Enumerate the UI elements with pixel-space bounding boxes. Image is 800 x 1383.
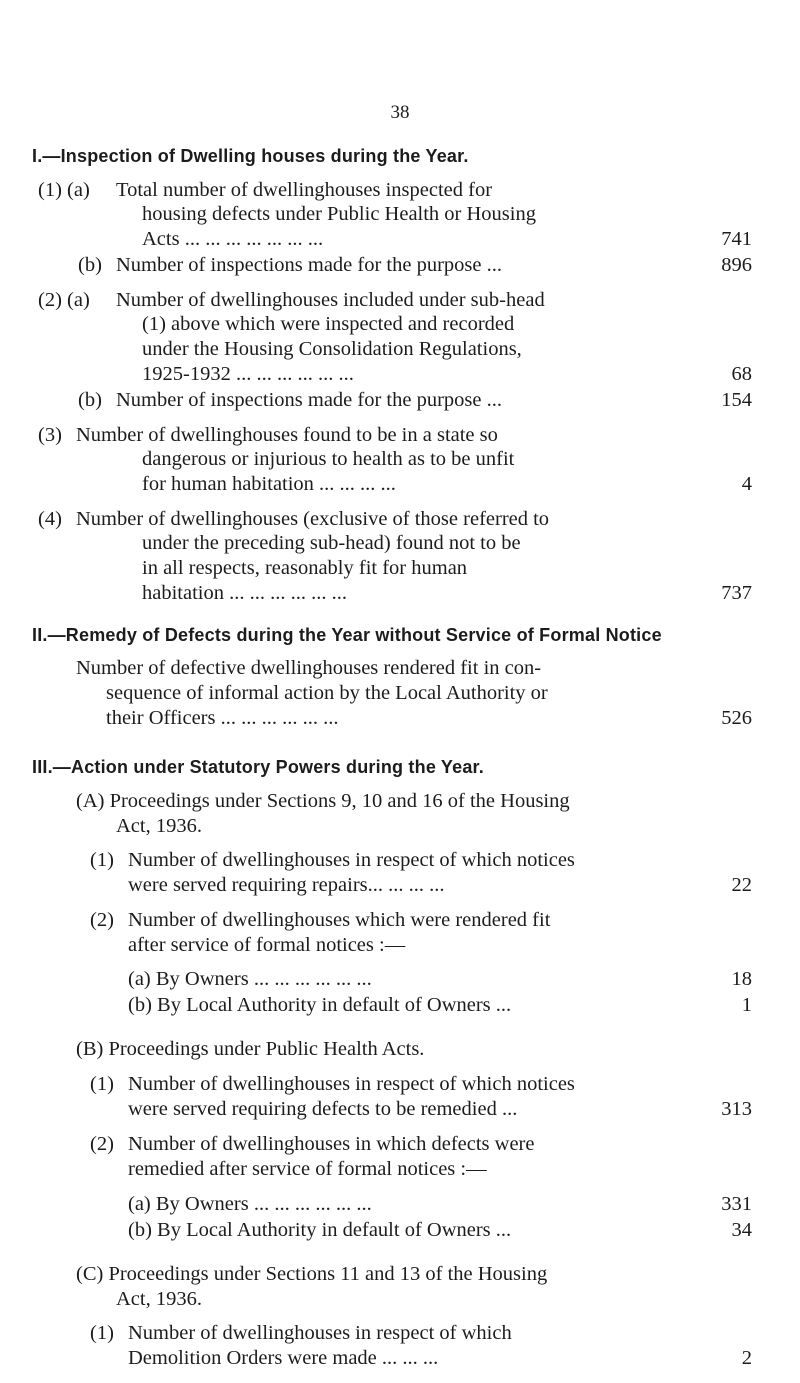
item-b2-label: (2) [90, 1133, 114, 1155]
item-a1-line2: were served requiring repairs... ... ... ... [128, 874, 445, 896]
item-3-line1: Number of dwellinghouses found to be in a state so [76, 424, 498, 446]
item-c1-label: (1) [90, 1322, 114, 1344]
item-1a-value: 741 [721, 228, 752, 250]
item-a2b-value: 1 [741, 994, 752, 1016]
item-4-line3: in all respects, reasonably fit for human [142, 557, 468, 579]
item-b2a-text: (a) By Owners ... ... ... ... ... ... [128, 1193, 372, 1215]
item-1b-label: (b) [78, 254, 102, 276]
section-2-line1: Number of defective dwellinghouses rendered fit in con- [76, 657, 542, 679]
item-1b-value: 896 [721, 254, 752, 276]
item-a2-line1: Number of dwellinghouses which were rendered fit [128, 909, 551, 931]
item-3-line3: for human habitation ... ... ... ... [142, 473, 396, 495]
item-a1-label: (1) [90, 849, 114, 871]
item-c1-value: 2 [741, 1347, 752, 1369]
item-2b-label: (b) [78, 389, 102, 411]
section-2-line2: sequence of informal action by the Local Authority or [106, 682, 548, 704]
item-a1-line1: Number of dwellinghouses in respect of which notices [128, 849, 575, 871]
item-4-line4: habitation ... ... ... ... ... ... [142, 582, 347, 604]
item-1a-line2: housing defects under Public Health or Housing [142, 203, 536, 225]
item-1a-line1: Total number of dwellinghouses inspected for [116, 179, 493, 201]
item-4-value: 737 [721, 582, 752, 604]
item-b2b-text: (b) By Local Authority in default of Owners ... [128, 1219, 512, 1241]
item-a2a-text: (a) By Owners ... ... ... ... ... ... [128, 968, 372, 990]
item-a1-value: 22 [731, 874, 752, 896]
item-3-line2: dangerous or injurious to health as to be unfit [142, 448, 515, 470]
item-1a-line3: Acts ... ... ... ... ... ... ... [142, 228, 324, 250]
part-c-title-line2: Act, 1936. [116, 1288, 202, 1310]
part-a-title-line2: Act, 1936. [116, 815, 202, 837]
item-2b-value: 154 [721, 389, 752, 411]
item-2a-line3: under the Housing Consolidation Regulations, [142, 338, 522, 360]
item-2a-line2: (1) above which were inspected and recorded [142, 313, 515, 335]
item-b2-line2: remedied after service of formal notices :— [128, 1158, 487, 1180]
section-2-value: 526 [721, 707, 752, 729]
item-b1-line1: Number of dwellinghouses in respect of which notices [128, 1073, 575, 1095]
item-4-line1: Number of dwellinghouses (exclusive of those referred to [76, 508, 550, 530]
item-c1-line1: Number of dwellinghouses in respect of which [128, 1322, 512, 1344]
item-4-label: (4) [38, 508, 62, 530]
part-b-title: (B) Proceedings under Public Health Acts. [76, 1038, 425, 1060]
item-c1-line2: Demolition Orders were made ... ... ... [128, 1347, 439, 1369]
item-a2-label: (2) [90, 909, 114, 931]
item-b1-value: 313 [721, 1098, 752, 1120]
item-2a-line1: Number of dwellinghouses included under sub-head [116, 289, 545, 311]
item-4-line2: under the preceding sub-head) found not to be [142, 532, 521, 554]
item-b2-line1: Number of dwellinghouses in which defects were [128, 1133, 535, 1155]
section-2-heading: II.—Remedy of Defects during the Year without Service of Formal Notice [32, 625, 662, 645]
page-number: 38 [390, 102, 410, 123]
section-1-heading: I.—Inspection of Dwelling houses during the Year. [32, 146, 469, 166]
section-2-line3: their Officers ... ... ... ... ... ... [106, 707, 339, 729]
section-3-heading: III.—Action under Statutory Powers during the Year. [32, 757, 484, 777]
item-b2a-value: 331 [721, 1193, 752, 1215]
item-2a-line4: 1925-1932 ... ... ... ... ... ... [142, 363, 354, 385]
item-1a-label: (1) (a) [38, 179, 90, 201]
item-a2b-text: (b) By Local Authority in default of Owners ... [128, 994, 512, 1016]
item-2b-text: Number of inspections made for the purpose ... [116, 389, 502, 411]
item-b1-label: (1) [90, 1073, 114, 1095]
item-3-label: (3) [38, 424, 62, 446]
item-b2b-value: 34 [731, 1219, 752, 1241]
part-a-title-line1: (A) Proceedings under Sections 9, 10 and 16 of the Housing [76, 790, 570, 812]
item-b1-line2: were served requiring defects to be remedied ... [128, 1098, 518, 1120]
item-2a-value: 68 [731, 363, 752, 385]
item-a2-line2: after service of formal notices :— [128, 934, 406, 956]
item-a2a-value: 18 [731, 968, 752, 990]
item-2a-label: (2) (a) [38, 289, 90, 311]
item-3-value: 4 [741, 473, 752, 495]
item-1b-text: Number of inspections made for the purpose ... [116, 254, 502, 276]
part-c-title-line1: (C) Proceedings under Sections 11 and 13 of the Housing [76, 1263, 548, 1285]
